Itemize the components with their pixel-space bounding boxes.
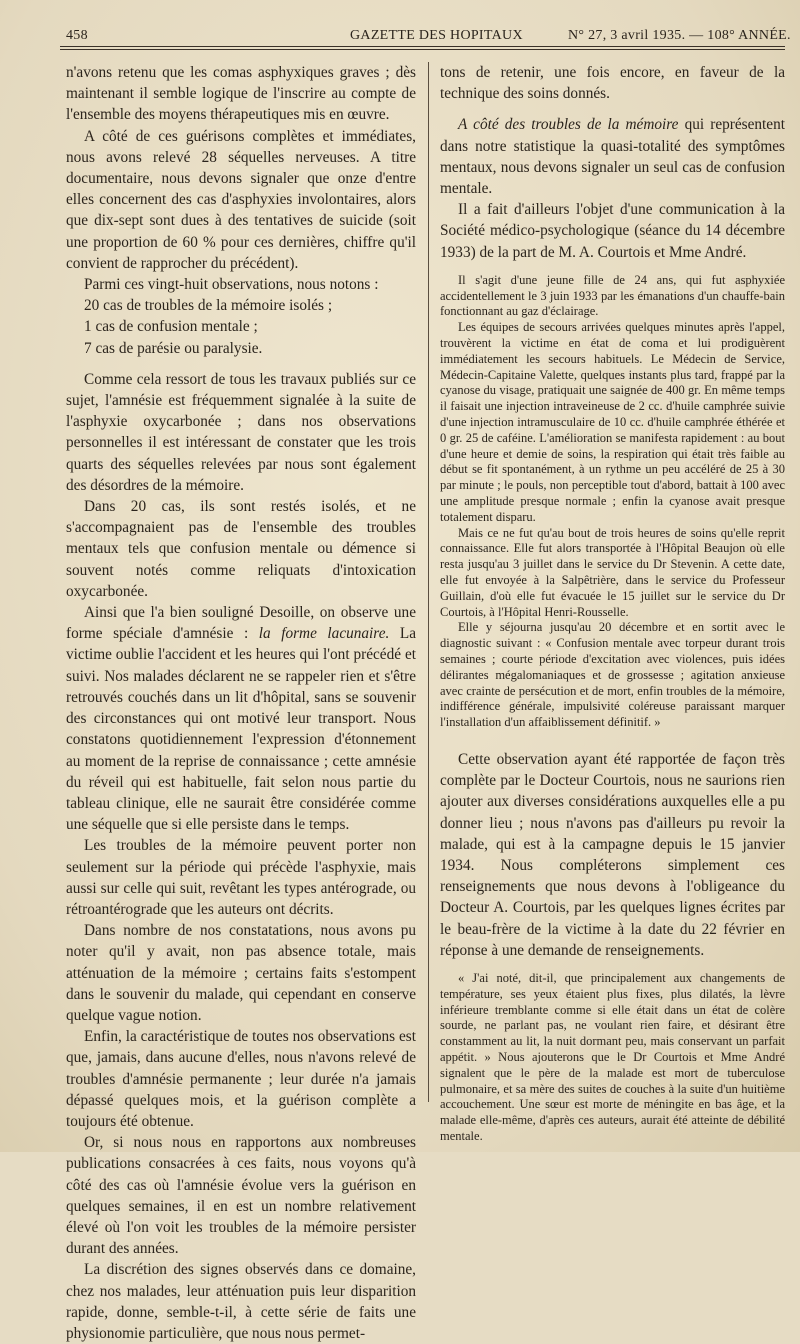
paragraph: Les troubles de la mémoire peuvent porter non seulement sur la période qui précède l'asphyxie, mais aussi sur celle qui suit, revêtant les types antérograde, ou rétroantérograde que les auteurs ont décrits.: [66, 837, 416, 918]
header-rule: [60, 49, 785, 50]
paragraph: Or, si nous nous en rapportons aux nombreuses publications consacrées à ces faits, nous voyons qu'à côté des cas où l'amnésie évolue vers la guérison en quelques semaines, il en est un nombre relativement élevé où l'on voit les troubles de la mémoire persister durant des années.: [66, 1134, 416, 1258]
emphasis: la forme lacunaire.: [258, 625, 390, 643]
paragraph: Il a fait d'ailleurs l'objet d'une communication à la Société médico-psychologique (séance du 14 décembre 1933) de la part de M. A. Courtois et Mme André.: [440, 201, 785, 261]
right-column: [440, 62, 785, 1145]
issue-info: N° 27, 3 avril 1935. — 108° ANNÉE.: [568, 28, 791, 43]
list-item: 1 cas de confusion mentale ;: [84, 318, 258, 336]
quote-paragraph: « J'ai noté, dit-il, que principalement aux changements de température, ses yeux étaient plus fixes, plus dilatés, la lèvre inférieure tremblante comme si elle était dans un état de colère sourde, ne parlant pas, ne voulant rien faire, et désirant être constamment au lit, la nuit dormant peu, mais conservant un parfait appétit. » Nous ajouterons que le Dr Courtois et Mme André signalent que le père de la malade est mort de tuberculose pulmonaire, et sa mère des suites de couches à la suite d'un huitième accouchement. Une sœur est morte de méningite en bas âge, et la malade elle-même, d'après ces auteurs, aurait été atteinte de débilité mentale.: [440, 970, 785, 1143]
paragraph: Cette observation ayant été rapportée de façon très complète par le Docteur Courtois, nous ne saurions rien ajouter aux diverses considérations auxquelles elle a pu donner lieu ; nous n'avons pas d'ailleurs pu revoir la malade, qui est à la campagne depuis le 15 janvier 1934. Nous compléterons simplement ces renseignements que nous devons à l'obligeance du Docteur A. Courtois, par les quelques lignes écrites par le beau-frère de la victime à la date du 22 février en réponse à une demande de renseignements.: [440, 750, 785, 959]
case-paragraph: Il s'agit d'une jeune fille de 24 ans, qui fut asphyxiée accidentellement le 3 juin 1933 par les émanations d'un chauffe-bain fonctionnant au gaz d'éclairage.: [440, 272, 785, 319]
emphasis: A côté des troubles de la mémoire: [458, 116, 679, 134]
paragraph: La discrétion des signes observés dans ce domaine, chez nos malades, leur atténuation puis leur disparition rapide, donne, semble-t-il, à cette série de faits une physionomie particulière, que nous nous permet-: [66, 1261, 416, 1342]
column-divider: [428, 62, 429, 1102]
paragraph-text: La victime oublie l'accident et les heures qui l'ont précédé et suivi. Nos malades déclarent ne se rappeler rien et s'être retrouvés couchés dans un lit d'hôpital, sans se souvenir des circonstances qui ont motivé leur transport. Nous constatons quotidiennement l'expression d'étonnement au moment de la reprise de connaissance ; cette amnésie du réveil qui est habituelle, fait selon nous partie du tableau clinique, elle ne saurait être considérée comme une séquelle que si elle persiste dans le temps.: [66, 625, 416, 834]
paragraph: Dans nombre de nos constatations, nous avons pu noter qu'il y avait, non pas absence totale, mais atténuation de la mémoire ; certains faits s'estompent dans le souvenir du malade, qui cependant en conserve quelque vague notion.: [66, 922, 416, 1024]
paragraph: [66, 602, 416, 835]
case-paragraph: Mais ce ne fut qu'au bout de trois heures de soins qu'elle reprit connaissance. Elle fut alors transportée à l'Hôpital Beaujon où elle resta jusqu'au 3 juillet dans le service du Dr Stevenin. A cette date, elle fut envoyée à la Salpêtrière, dans le service du Professeur Guillain, d'où elle fut évacuée le 15 juillet sur le service du Dr Courtois, à l'Hôpital Henri-Rousselle.: [440, 525, 785, 619]
case-paragraph: Elle y séjourna jusqu'au 20 décembre et en sortit avec le diagnostic suivant : « Confusion mentale avec torpeur durant trois semaines ; courte période d'excitation avec violences, puis idées délirantes mégalomaniaques et de grossesse ; agitation anxieuse avec crainte de persécution et de mort, enfin troubles de la mémoire, indifférence générale, impulsivité coléreuse paraissant marquer l'installation d'un affaiblissement définitif. »: [440, 620, 785, 730]
list-item: 7 cas de parésie ou paralysie.: [84, 339, 263, 357]
list-item: 20 cas de troubles de la mémoire isolés ;: [84, 297, 333, 315]
paragraph: Comme cela ressort de tous les travaux publiés sur ce sujet, l'amnésie est fréquemment signalée à la suite de l'asphyxie oxycarbonée ; dans nos observations personnelles il est intéressant de constater que les trois quarts des séquelles relevées par nous sont également des désordres de la mémoire.: [66, 370, 416, 494]
running-header: [60, 24, 791, 48]
case-paragraph: Les équipes de secours arrivées quelques minutes après l'appel, trouvèrent la victime en état de coma et lui prodiguèrent immédiatement les secours habituels. Le Médecin de Service, Médecin-Capitaine Valette, quelques instants plus tard, frappé par la cyanose du visage, pratiquait une saignée de 400 gr. En même temps il faisait une injection intraveineuse de 2 cc. d'huile camphrée suivie d'une injection intramusculaire de 10 cc. d'huile camphrée éthérée et 0 gr. 25 de caféine. L'amélioration se manifesta rapidement : au bout d'une heure et demie de soins, la respiration qui était très faible au début se fit spontanément, à un rythme un peu accéléré de 25 à 30 par minute ; le pouls, non perceptible tout d'abord, battait à 100 avec une amplitude presque normale ; enfin la cyanose avait presque totalement disparu.: [440, 320, 785, 524]
paragraph: A côté de ces guérisons complètes et immédiates, nous avons relevé 28 séquelles nerveuses. A titre documentaire, nous devons signaler que onze d'entre elles concernent des cas d'asphyxies involontaires, alors que dix-sept sont dues à des tentatives de suicide (soit une proportion de 60 % pour ces dernières, chiffre qu'il convient de rapprocher du précédent).: [66, 127, 416, 272]
header-rule: [60, 46, 785, 47]
paragraph-text: Ainsi que l'a bien souligné Desoille, on observe une forme spéciale d'amnésie :: [66, 604, 416, 643]
paragraph: [440, 114, 785, 199]
paragraph: Parmi ces vingt-huit observations, nous notons :: [84, 276, 379, 294]
paragraph-text: qui représentent dans notre statistique la quasi-totalité des symptômes mentaux, nous devons signaler un seul cas de confusion mentale.: [440, 116, 785, 198]
paragraph: Enfin, la caractéristique de toutes nos observations est que, jamais, dans aucune d'elles, nous n'avons relevé de troubles d'amnésie permanente ; leur durée n'a jamais dépassé quelques mois, et la guérison complète a toujours été obtenue.: [66, 1028, 416, 1130]
page-number: 458: [66, 28, 88, 43]
journal-title: GAZETTE DES HOPITAUX: [350, 28, 523, 43]
paragraph: n'avons retenu que les comas asphyxiques graves ; dès maintenant il semble logique de l'inscrire au compte de l'ensemble des moyens thérapeutiques mis en œuvre.: [66, 64, 416, 124]
paragraph: Dans 20 cas, ils sont restés isolés, et ne s'accompagnaient pas de l'ensemble des troubles mentaux tels que confusion mentale ou démence si souvent notés comme reliquats d'intoxication oxycarbonée.: [66, 498, 416, 600]
paragraph: tons de retenir, une fois encore, en faveur de la technique des soins donnés.: [440, 64, 785, 103]
